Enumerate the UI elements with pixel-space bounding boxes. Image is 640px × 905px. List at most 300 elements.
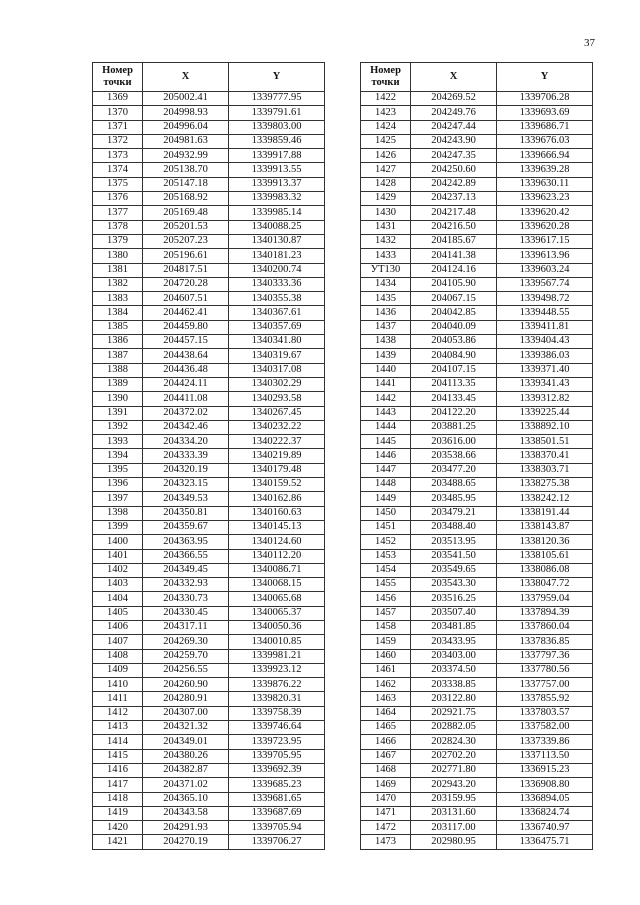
table-row xyxy=(361,320,593,334)
cell-x: 203338.85 xyxy=(411,678,497,692)
cell-point-number: 1439 xyxy=(361,349,411,363)
cell-y: 1338120.36 xyxy=(497,535,593,549)
cell-y: 1339404.43 xyxy=(497,335,593,349)
cell-x: 202824.30 xyxy=(411,735,497,749)
table-body-right xyxy=(361,92,593,850)
cell-point-number: 1431 xyxy=(361,220,411,234)
cell-y: 1337959.04 xyxy=(497,592,593,606)
table-row xyxy=(361,835,593,849)
cell-y: 1337836.85 xyxy=(497,635,593,649)
cell-x: 202980.95 xyxy=(411,835,497,849)
table-row xyxy=(361,449,593,463)
cell-y: 1340160.63 xyxy=(229,506,325,520)
cell-y: 1336824.74 xyxy=(497,806,593,820)
cell-point-number: 1464 xyxy=(361,706,411,720)
cell-y: 1340232.22 xyxy=(229,420,325,434)
cell-y: 1336740.97 xyxy=(497,821,593,835)
table-row xyxy=(93,363,325,377)
cell-x: 204260.90 xyxy=(143,678,229,692)
table-row xyxy=(93,806,325,820)
table-row xyxy=(93,463,325,477)
cell-x: 203433.95 xyxy=(411,635,497,649)
cell-x: 204247.35 xyxy=(411,149,497,163)
cell-x: 202702.20 xyxy=(411,749,497,763)
cell-x: 204365.10 xyxy=(143,792,229,806)
cell-x: 205168.92 xyxy=(143,192,229,206)
cell-point-number: 1392 xyxy=(93,420,143,434)
cell-point-number: 1460 xyxy=(361,649,411,663)
cell-y: 1339706.28 xyxy=(497,92,593,106)
cell-y: 1339617.15 xyxy=(497,234,593,248)
cell-x: 202771.80 xyxy=(411,763,497,777)
table-row xyxy=(361,435,593,449)
cell-x: 204217.48 xyxy=(411,206,497,220)
cell-x: 204343.58 xyxy=(143,806,229,820)
cell-x: 204216.50 xyxy=(411,220,497,234)
cell-point-number: 1465 xyxy=(361,721,411,735)
cell-x: 203477.20 xyxy=(411,463,497,477)
table-row xyxy=(93,177,325,191)
cell-point-number: 1445 xyxy=(361,435,411,449)
table-row xyxy=(93,649,325,663)
cell-x: 204237.13 xyxy=(411,192,497,206)
cell-x: 204996.04 xyxy=(143,120,229,134)
table-row xyxy=(93,792,325,806)
cell-y: 1339876.22 xyxy=(229,678,325,692)
cell-y: 1339620.42 xyxy=(497,206,593,220)
cell-point-number: 1425 xyxy=(361,134,411,148)
cell-point-number: 1398 xyxy=(93,506,143,520)
cell-y: 1340050.36 xyxy=(229,620,325,634)
cell-point-number: 1458 xyxy=(361,620,411,634)
cell-y: 1337339.86 xyxy=(497,735,593,749)
cell-y: 1339603.24 xyxy=(497,263,593,277)
table-row xyxy=(361,692,593,706)
column-header-x: X xyxy=(411,63,497,92)
table-body-left xyxy=(93,92,325,850)
coordinates-table-left xyxy=(92,62,325,850)
cell-point-number: 1394 xyxy=(93,449,143,463)
table-row xyxy=(361,420,593,434)
cell-point-number: 1454 xyxy=(361,563,411,577)
table-row xyxy=(361,721,593,735)
cell-x: 204330.45 xyxy=(143,606,229,620)
cell-x: 203543.30 xyxy=(411,578,497,592)
cell-y: 1340179.48 xyxy=(229,463,325,477)
cell-x: 204243.90 xyxy=(411,134,497,148)
cell-y: 1338143.87 xyxy=(497,520,593,534)
cell-point-number: УТ130 xyxy=(361,263,411,277)
cell-point-number: 1376 xyxy=(93,192,143,206)
cell-y: 1338242.12 xyxy=(497,492,593,506)
cell-point-number: 1429 xyxy=(361,192,411,206)
cell-y: 1340010.85 xyxy=(229,635,325,649)
cell-y: 1339803.00 xyxy=(229,120,325,134)
cell-x: 204436.48 xyxy=(143,363,229,377)
cell-x: 204459.80 xyxy=(143,320,229,334)
cell-point-number: 1375 xyxy=(93,177,143,191)
cell-y: 1339981.21 xyxy=(229,649,325,663)
cell-y: 1337757.00 xyxy=(497,678,593,692)
table-row xyxy=(361,663,593,677)
cell-y: 1339923.12 xyxy=(229,663,325,677)
table-row xyxy=(361,606,593,620)
table-row xyxy=(361,478,593,492)
cell-y: 1339705.95 xyxy=(229,749,325,763)
cell-point-number: 1472 xyxy=(361,821,411,835)
column-header-number: Номер точки xyxy=(361,63,411,92)
cell-y: 1339411.81 xyxy=(497,320,593,334)
cell-y: 1339913.55 xyxy=(229,163,325,177)
cell-point-number: 1456 xyxy=(361,592,411,606)
cell-y: 1337894.39 xyxy=(497,606,593,620)
table-row xyxy=(93,263,325,277)
cell-y: 1336908.80 xyxy=(497,778,593,792)
cell-point-number: 1433 xyxy=(361,249,411,263)
table-row xyxy=(361,620,593,634)
table-row xyxy=(93,349,325,363)
cell-x: 204457.15 xyxy=(143,335,229,349)
table-row xyxy=(93,721,325,735)
cell-y: 1339676.03 xyxy=(497,134,593,148)
table-row xyxy=(361,106,593,120)
cell-y: 1340112.20 xyxy=(229,549,325,563)
cell-x: 204981.63 xyxy=(143,134,229,148)
cell-point-number: 1408 xyxy=(93,649,143,663)
cell-point-number: 1391 xyxy=(93,406,143,420)
cell-y: 1340222.37 xyxy=(229,435,325,449)
cell-x: 204107.15 xyxy=(411,363,497,377)
cell-point-number: 1459 xyxy=(361,635,411,649)
cell-y: 1339705.94 xyxy=(229,821,325,835)
table-row xyxy=(361,120,593,134)
table-row xyxy=(93,620,325,634)
cell-y: 1338370.41 xyxy=(497,449,593,463)
table-row xyxy=(361,649,593,663)
table-row xyxy=(93,478,325,492)
cell-x: 203541.50 xyxy=(411,549,497,563)
cell-x: 204382.87 xyxy=(143,763,229,777)
table-row xyxy=(93,406,325,420)
cell-y: 1340357.69 xyxy=(229,320,325,334)
cell-y: 1337803.57 xyxy=(497,706,593,720)
cell-point-number: 1383 xyxy=(93,292,143,306)
cell-point-number: 1418 xyxy=(93,792,143,806)
cell-x: 203516.25 xyxy=(411,592,497,606)
table-row xyxy=(361,520,593,534)
cell-y: 1339777.95 xyxy=(229,92,325,106)
cell-x: 205169.48 xyxy=(143,206,229,220)
cell-y: 1337860.04 xyxy=(497,620,593,634)
cell-point-number: 1473 xyxy=(361,835,411,849)
table-row xyxy=(361,263,593,277)
cell-point-number: 1440 xyxy=(361,363,411,377)
cell-x: 203616.00 xyxy=(411,435,497,449)
cell-x: 204317.11 xyxy=(143,620,229,634)
cell-point-number: 1396 xyxy=(93,478,143,492)
cell-point-number: 1400 xyxy=(93,535,143,549)
table-row xyxy=(361,149,593,163)
table-row xyxy=(361,763,593,777)
cell-y: 1339723.95 xyxy=(229,735,325,749)
cell-x: 204438.64 xyxy=(143,349,229,363)
cell-x: 203479.21 xyxy=(411,506,497,520)
cell-x: 204349.45 xyxy=(143,563,229,577)
cell-point-number: 1388 xyxy=(93,363,143,377)
cell-y: 1336894.05 xyxy=(497,792,593,806)
cell-point-number: 1444 xyxy=(361,420,411,434)
table-row xyxy=(93,749,325,763)
table-row xyxy=(93,549,325,563)
table-row xyxy=(93,821,325,835)
cell-point-number: 1428 xyxy=(361,177,411,191)
table-row xyxy=(361,592,593,606)
cell-x: 203881.25 xyxy=(411,420,497,434)
cell-x: 203485.95 xyxy=(411,492,497,506)
cell-x: 204084.90 xyxy=(411,349,497,363)
cell-y: 1339791.61 xyxy=(229,106,325,120)
cell-point-number: 1442 xyxy=(361,392,411,406)
cell-y: 1340333.36 xyxy=(229,277,325,291)
table-row xyxy=(361,206,593,220)
cell-x: 204411.08 xyxy=(143,392,229,406)
cell-y: 1339498.72 xyxy=(497,292,593,306)
table-row xyxy=(93,835,325,849)
cell-y: 1339386.03 xyxy=(497,349,593,363)
cell-y: 1340124.60 xyxy=(229,535,325,549)
cell-y: 1337855.92 xyxy=(497,692,593,706)
cell-y: 1339820.31 xyxy=(229,692,325,706)
table-row xyxy=(93,234,325,248)
cell-y: 1340159.52 xyxy=(229,478,325,492)
table-row xyxy=(361,792,593,806)
cell-y: 1339620.28 xyxy=(497,220,593,234)
cell-y: 1340145.13 xyxy=(229,520,325,534)
cell-point-number: 1369 xyxy=(93,92,143,106)
cell-y: 1339613.96 xyxy=(497,249,593,263)
cell-point-number: 1405 xyxy=(93,606,143,620)
table-row xyxy=(361,392,593,406)
cell-x: 203488.65 xyxy=(411,478,497,492)
cell-y: 1340317.08 xyxy=(229,363,325,377)
cell-point-number: 1372 xyxy=(93,134,143,148)
cell-point-number: 1378 xyxy=(93,220,143,234)
cell-x: 205196.61 xyxy=(143,249,229,263)
cell-x: 204321.32 xyxy=(143,721,229,735)
cell-x: 204363.95 xyxy=(143,535,229,549)
cell-point-number: 1453 xyxy=(361,549,411,563)
cell-y: 1340065.37 xyxy=(229,606,325,620)
table-row xyxy=(93,535,325,549)
cell-y: 1338191.44 xyxy=(497,506,593,520)
cell-x: 202943.20 xyxy=(411,778,497,792)
table-row xyxy=(93,606,325,620)
table-row xyxy=(93,663,325,677)
table-row xyxy=(93,449,325,463)
cell-x: 204040.09 xyxy=(411,320,497,334)
table-row xyxy=(93,220,325,234)
cell-y: 1339746.64 xyxy=(229,721,325,735)
cell-x: 204334.20 xyxy=(143,435,229,449)
cell-y: 1339639.28 xyxy=(497,163,593,177)
cell-y: 1338892.10 xyxy=(497,420,593,434)
cell-x: 204349.01 xyxy=(143,735,229,749)
cell-point-number: 1411 xyxy=(93,692,143,706)
cell-point-number: 1450 xyxy=(361,506,411,520)
cell-point-number: 1415 xyxy=(93,749,143,763)
cell-y: 1339312.82 xyxy=(497,392,593,406)
table-row xyxy=(93,292,325,306)
cell-y: 1339371.40 xyxy=(497,363,593,377)
cell-point-number: 1384 xyxy=(93,306,143,320)
cell-x: 204291.93 xyxy=(143,821,229,835)
table-row xyxy=(93,106,325,120)
cell-y: 1339983.32 xyxy=(229,192,325,206)
cell-point-number: 1461 xyxy=(361,663,411,677)
table-row xyxy=(361,277,593,291)
cell-point-number: 1395 xyxy=(93,463,143,477)
cell-y: 1339623.23 xyxy=(497,192,593,206)
cell-point-number: 1393 xyxy=(93,435,143,449)
cell-point-number: 1443 xyxy=(361,406,411,420)
cell-y: 1339687.69 xyxy=(229,806,325,820)
cell-point-number: 1407 xyxy=(93,635,143,649)
cell-point-number: 1380 xyxy=(93,249,143,263)
table-row xyxy=(93,692,325,706)
table-row xyxy=(361,678,593,692)
cell-y: 1340319.67 xyxy=(229,349,325,363)
cell-x: 204349.53 xyxy=(143,492,229,506)
coordinates-table-right xyxy=(360,62,593,850)
cell-point-number: 1387 xyxy=(93,349,143,363)
cell-point-number: 1438 xyxy=(361,335,411,349)
table-row xyxy=(93,506,325,520)
table-row xyxy=(93,578,325,592)
cell-x: 204371.02 xyxy=(143,778,229,792)
cell-y: 1338501.51 xyxy=(497,435,593,449)
table-row xyxy=(361,249,593,263)
cell-point-number: 1470 xyxy=(361,792,411,806)
cell-point-number: 1399 xyxy=(93,520,143,534)
cell-point-number: 1377 xyxy=(93,206,143,220)
cell-x: 204053.86 xyxy=(411,335,497,349)
cell-y: 1336915.23 xyxy=(497,763,593,777)
table-row xyxy=(361,578,593,592)
cell-x: 204249.76 xyxy=(411,106,497,120)
cell-point-number: 1462 xyxy=(361,678,411,692)
cell-point-number: 1441 xyxy=(361,377,411,391)
cell-x: 202921.75 xyxy=(411,706,497,720)
cell-y: 1340065.68 xyxy=(229,592,325,606)
cell-x: 205147.18 xyxy=(143,177,229,191)
cell-y: 1338047.72 xyxy=(497,578,593,592)
cell-x: 203538.66 xyxy=(411,449,497,463)
table-row xyxy=(93,377,325,391)
cell-point-number: 1466 xyxy=(361,735,411,749)
table-row xyxy=(361,706,593,720)
table-row xyxy=(361,292,593,306)
cell-x: 204424.11 xyxy=(143,377,229,391)
cell-y: 1340162.86 xyxy=(229,492,325,506)
cell-x: 204259.70 xyxy=(143,649,229,663)
cell-point-number: 1403 xyxy=(93,578,143,592)
cell-point-number: 1382 xyxy=(93,277,143,291)
cell-y: 1339917.88 xyxy=(229,149,325,163)
cell-y: 1337113.50 xyxy=(497,749,593,763)
cell-x: 204372.02 xyxy=(143,406,229,420)
cell-point-number: 1401 xyxy=(93,549,143,563)
cell-point-number: 1424 xyxy=(361,120,411,134)
page-number: 37 xyxy=(584,37,595,49)
table-row xyxy=(93,206,325,220)
cell-y: 1339985.14 xyxy=(229,206,325,220)
cell-point-number: 1390 xyxy=(93,392,143,406)
cell-point-number: 1419 xyxy=(93,806,143,820)
cell-y: 1340302.29 xyxy=(229,377,325,391)
cell-y: 1337780.56 xyxy=(497,663,593,677)
cell-point-number: 1436 xyxy=(361,306,411,320)
table-row xyxy=(361,506,593,520)
cell-y: 1339666.94 xyxy=(497,149,593,163)
cell-y: 1337797.36 xyxy=(497,649,593,663)
cell-point-number: 1435 xyxy=(361,292,411,306)
table-row xyxy=(361,377,593,391)
column-header-number: Номер точки xyxy=(93,63,143,92)
table-row xyxy=(93,92,325,106)
cell-x: 205002.41 xyxy=(143,92,229,106)
cell-point-number: 1370 xyxy=(93,106,143,120)
cell-x: 204607.51 xyxy=(143,292,229,306)
cell-x: 204342.46 xyxy=(143,420,229,434)
cell-x: 204113.35 xyxy=(411,377,497,391)
cell-y: 1340367.61 xyxy=(229,306,325,320)
cell-x: 204350.81 xyxy=(143,506,229,520)
cell-x: 204323.15 xyxy=(143,478,229,492)
cell-y: 1339686.71 xyxy=(497,120,593,134)
cell-y: 1340219.89 xyxy=(229,449,325,463)
table-row xyxy=(361,163,593,177)
cell-point-number: 1463 xyxy=(361,692,411,706)
cell-x: 204359.67 xyxy=(143,520,229,534)
table-row xyxy=(361,406,593,420)
table-row xyxy=(361,806,593,820)
cell-point-number: 1432 xyxy=(361,234,411,248)
cell-x: 203117.00 xyxy=(411,821,497,835)
cell-y: 1339685.23 xyxy=(229,778,325,792)
table-row xyxy=(361,778,593,792)
cell-point-number: 1379 xyxy=(93,234,143,248)
cell-x: 203403.00 xyxy=(411,649,497,663)
cell-y: 1340181.23 xyxy=(229,249,325,263)
cell-point-number: 1404 xyxy=(93,592,143,606)
cell-y: 1340355.38 xyxy=(229,292,325,306)
cell-y: 1338086.08 xyxy=(497,563,593,577)
cell-point-number: 1446 xyxy=(361,449,411,463)
cell-x: 203549.65 xyxy=(411,563,497,577)
cell-x: 204307.00 xyxy=(143,706,229,720)
table-row xyxy=(361,92,593,106)
table-row xyxy=(361,177,593,191)
cell-point-number: 1423 xyxy=(361,106,411,120)
table-row xyxy=(93,678,325,692)
cell-point-number: 1422 xyxy=(361,92,411,106)
table-row xyxy=(361,134,593,148)
cell-y: 1337582.00 xyxy=(497,721,593,735)
table-row xyxy=(361,735,593,749)
cell-point-number: 1386 xyxy=(93,335,143,349)
table-row xyxy=(93,192,325,206)
cell-y: 1340068.15 xyxy=(229,578,325,592)
